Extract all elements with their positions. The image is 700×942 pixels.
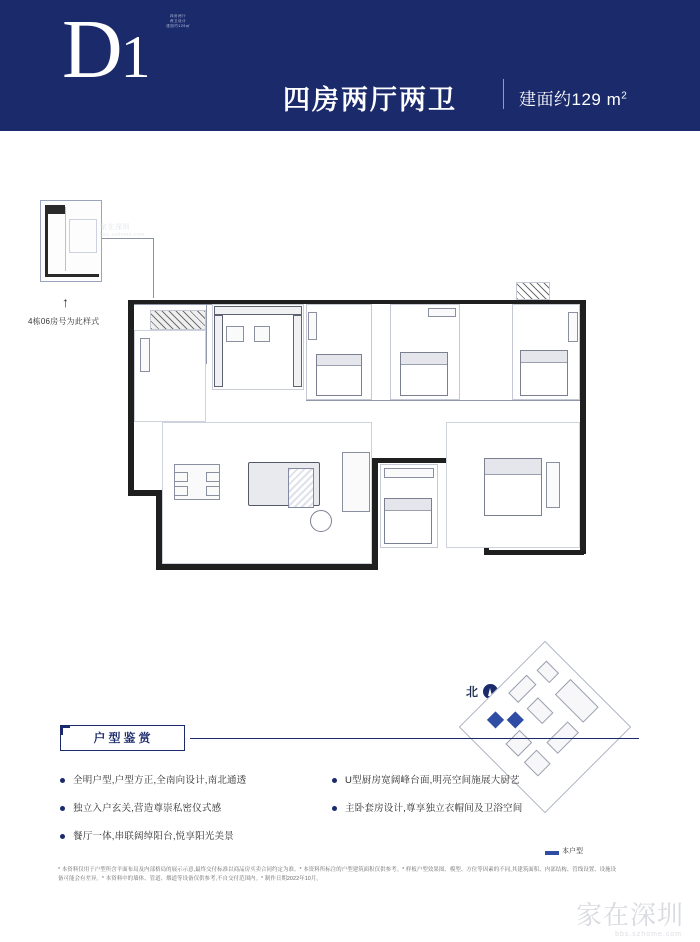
- furniture-shoe-cabinet: [140, 338, 150, 372]
- room-entry-hatch: [150, 310, 206, 330]
- features-rule: [190, 738, 639, 739]
- feature-item: [60, 775, 320, 786]
- area-label: 建面约129 $m^2$: [519, 90, 628, 109]
- furniture-bed-5: [484, 458, 542, 516]
- site-block-4: [527, 697, 554, 724]
- furniture-armchair: [310, 510, 332, 532]
- feature-item: [332, 803, 632, 814]
- wall-mid-vertical: [372, 458, 378, 570]
- feature-item: [332, 775, 632, 786]
- wall-exterior-right: [580, 300, 586, 554]
- key-plan-thumbnail: [40, 200, 102, 282]
- furniture-dining-chair-3: [206, 472, 220, 482]
- furniture-kitchen-counter-left: [214, 315, 223, 387]
- bullet-icon: [60, 806, 65, 811]
- furniture-bed-master: [520, 350, 568, 396]
- key-plan-wall-vertical: [45, 214, 48, 276]
- header-divider: [503, 79, 504, 109]
- plan-line-entry: [206, 304, 207, 364]
- plan-watermark-sub: bbs.szhome.com: [100, 232, 145, 238]
- compass-label: 北: [466, 685, 479, 699]
- bullet-icon: [60, 834, 65, 839]
- site-block-6: [505, 730, 532, 757]
- features-title: 户型鉴赏: [93, 731, 154, 745]
- key-plan-leader-line: [102, 238, 154, 239]
- feature-item: [60, 831, 320, 842]
- disclaimer-line-1: * 本资料仅用于户型所含平面布局及内部格局的展示示意,最终交付标准以商品房买卖合同约定为准。* 本资料所标注的户型建筑面积仅供参考。* 样板户型效果图、模型、方位等因素的不同,其建筑面积、内部结构、管线设置、设施设: [58, 867, 617, 873]
- furniture-tv-cabinet: [342, 452, 370, 512]
- site-block-7: [524, 750, 551, 777]
- furniture-dining-chair-2: [174, 486, 188, 496]
- unit-code-micro-text: 四房两厅 两卫设计 建面约129㎡: [166, 14, 190, 28]
- page-title: 四房两厅两卫: [283, 85, 457, 115]
- features-column-left: [60, 775, 320, 859]
- bullet-icon: [332, 806, 337, 811]
- furniture-wardrobe-master: [568, 312, 578, 342]
- feature-text: 主卧套房设计,尊享独立衣帽间及卫浴空间: [345, 803, 523, 814]
- key-plan-block: [45, 205, 65, 214]
- furniture-wardrobe-2: [308, 312, 317, 340]
- plan-corridor-line: [306, 400, 580, 401]
- feature-text: 餐厅一体,串联阔绰阳台,悦享阳光美景: [73, 831, 234, 842]
- unit-code: D1: [62, 3, 149, 96]
- key-plan-wall-horizontal: [45, 274, 99, 277]
- watermark-main: 家在深圳: [575, 901, 684, 930]
- bullet-icon: [332, 778, 337, 783]
- key-plan-room: [69, 219, 97, 253]
- site-block-2: [555, 679, 599, 723]
- furniture-dining-chair-1: [174, 472, 188, 482]
- furniture-sink: [254, 326, 270, 342]
- floor-plan: [128, 282, 590, 600]
- wall-bottom-right: [484, 550, 584, 555]
- furniture-bed-3: [400, 352, 448, 396]
- furniture-dining-chair-4: [206, 486, 220, 496]
- furniture-wardrobe-4: [546, 462, 560, 508]
- watermark-sub: bbs.szhome.com: [615, 931, 682, 938]
- disclaimer: [58, 866, 642, 884]
- furniture-bed-4: [384, 498, 432, 544]
- furniture-rug: [288, 468, 314, 508]
- feature-text: 独立入户玄关,营造尊崇私密仪式感: [73, 803, 222, 814]
- site-block-3: [508, 675, 536, 703]
- furniture-wardrobe-3: [428, 308, 456, 317]
- furniture-bed-2: [316, 354, 362, 396]
- feature-text: U型厨房宽阔峰台面,明亮空间施展大厨艺: [345, 775, 520, 786]
- site-block-1: [537, 661, 560, 684]
- key-plan-note: 4栋06房号为此样式: [28, 317, 100, 326]
- key-plan-divider: [65, 207, 66, 271]
- site-legend-label: 本户型: [562, 848, 583, 855]
- feature-text: 全明户型,户型方正,全南向设计,南北通透: [73, 775, 247, 786]
- key-plan-arrow-icon: ↑: [62, 294, 69, 310]
- plan-watermark-main: 家在深圳: [100, 224, 130, 231]
- room-bathroom-shaft: [516, 282, 550, 300]
- header-banner: [0, 0, 700, 131]
- site-block-highlight-1: [507, 711, 524, 728]
- features-title-box: [60, 725, 185, 751]
- furniture-vanity: [384, 468, 434, 478]
- room-kitchen: [212, 304, 304, 390]
- site-legend-swatch: [545, 851, 559, 855]
- disclaimer-line-2: 备可能会有差异。* 本资料中的墙体、管道、烟道等设备仅供参考,不自交付范围内。* 制作日期2022年10月。: [58, 876, 322, 882]
- site-block-highlight-2: [487, 711, 504, 728]
- bullet-icon: [60, 778, 65, 783]
- features-column-right: [332, 775, 632, 831]
- furniture-kitchen-counter-right: [293, 315, 302, 387]
- furniture-kitchen-counter-top: [214, 306, 302, 315]
- wall-bottom-living: [156, 564, 378, 570]
- furniture-stove: [226, 326, 244, 342]
- feature-item: [60, 803, 320, 814]
